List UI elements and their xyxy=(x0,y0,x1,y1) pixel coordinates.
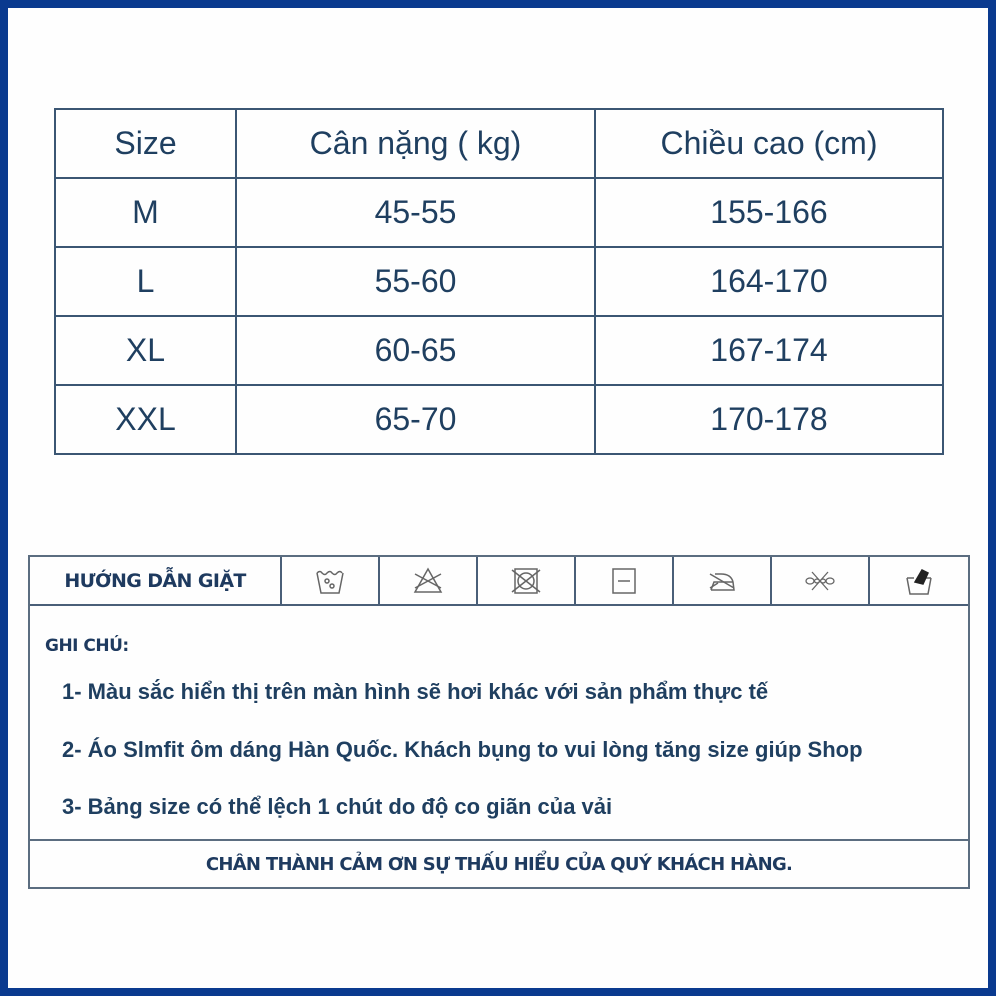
cell-size: XXL xyxy=(55,385,236,454)
notes-title: GHI CHÚ: xyxy=(45,636,129,656)
size-chart-table xyxy=(54,108,944,455)
do-not-bleach-icon xyxy=(411,564,445,598)
table-row xyxy=(55,385,943,454)
table-row xyxy=(55,247,943,316)
cell-size: M xyxy=(55,178,236,247)
cell-size: L xyxy=(55,247,236,316)
do-not-tumble-dry-icon xyxy=(509,564,543,598)
header-weight: Cân nặng ( kg) xyxy=(236,109,595,178)
cell-size: XL xyxy=(55,316,236,385)
iron-low-heat-icon xyxy=(705,564,739,598)
header-height: Chiều cao (cm) xyxy=(595,109,943,178)
cell-height: 164-170 xyxy=(595,247,943,316)
dry-flat-icon xyxy=(607,564,641,598)
wash-cell xyxy=(772,557,870,604)
wash-cell xyxy=(380,557,478,604)
header-size: Size xyxy=(55,109,236,178)
cell-height: 170-178 xyxy=(595,385,943,454)
hand-wash-icon xyxy=(902,564,936,598)
table-header-row xyxy=(55,109,943,178)
wash-guide-row xyxy=(30,557,968,606)
cell-weight: 55-60 xyxy=(236,247,595,316)
cell-height: 167-174 xyxy=(595,316,943,385)
wash-cell xyxy=(674,557,772,604)
cell-weight: 45-55 xyxy=(236,178,595,247)
cell-weight: 60-65 xyxy=(236,316,595,385)
note-item: 1- Màu sắc hiển thị trên màn hình sẽ hơi khác với sản phẩm thực tế xyxy=(62,679,769,704)
wash-care-panel xyxy=(28,555,970,889)
table-row xyxy=(55,178,943,247)
thank-you-footer: CHÂN THÀNH CẢM ƠN SỰ THẤU HIỂU CỦA QUÝ KHÁCH HÀNG. xyxy=(205,853,793,875)
wash-guide-title: HƯỚNG DẪN GIẶT xyxy=(30,557,282,604)
wash-cell xyxy=(576,557,674,604)
cell-height: 155-166 xyxy=(595,178,943,247)
table-row xyxy=(55,316,943,385)
do-not-wring-icon xyxy=(803,564,837,598)
notes-section xyxy=(30,606,968,841)
note-item: 2- Áo Slmfit ôm dáng Hàn Quốc. Khách bụng to vui lòng tăng size giúp Shop xyxy=(62,737,863,762)
wash-cell xyxy=(478,557,576,604)
cell-weight: 65-70 xyxy=(236,385,595,454)
note-item: 3- Bảng size có thể lệch 1 chút do độ co giãn của vải xyxy=(62,794,613,819)
wash-30-degrees-icon xyxy=(313,564,347,598)
wash-cell xyxy=(870,557,968,604)
wash-cell xyxy=(282,557,380,604)
